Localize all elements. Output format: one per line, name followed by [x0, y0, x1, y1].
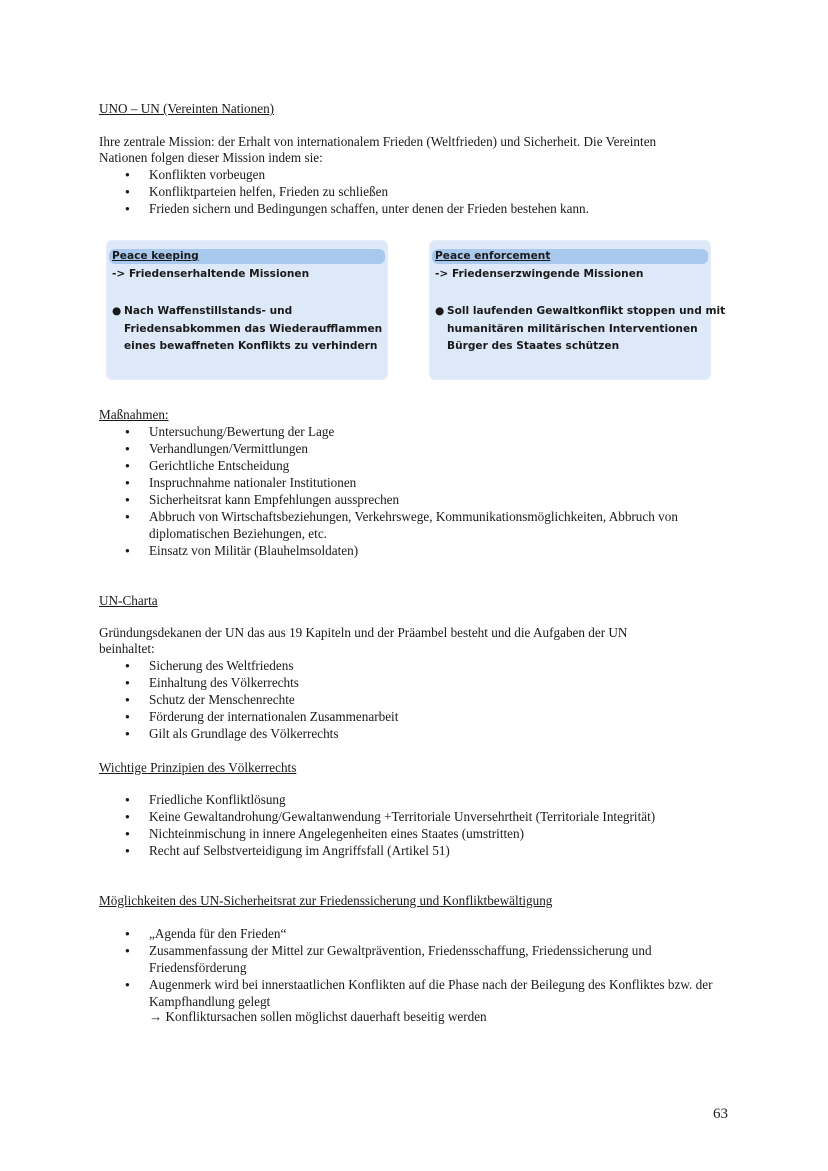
list-item: ● Nichteinmischung in innere Angelegenheiten eines Staates (umstritten) [123, 825, 655, 842]
un-heading: UNO – UN (Vereinten Nationen) [99, 101, 275, 116]
peace-keeping-bullet [112, 303, 382, 356]
list-item: ● Recht auf Selbstverteidigung im Angriffsfall (Artikel 51) [123, 842, 655, 859]
list-item: ● Friedliche Konfliktlösung [123, 791, 655, 808]
sicherheitsrat-heading: Möglichkeiten des UN-Sicherheitsrat zur Friedenssicherung und Konfliktbewältigung [99, 893, 553, 908]
list-item: ● Abbruch von Wirtschaftsbeziehungen, Verkehrswege, Kommunikationsmöglichkeiten, Abbruch von diplomatischen Beziehungen, etc. [123, 508, 723, 542]
list-item: ● Konflikten vorbeugen [123, 166, 589, 183]
peace-enforcement-box [429, 240, 726, 380]
list-item: ● Einsatz von Militär (Blauhelmsoldaten) [123, 542, 723, 559]
arrow-note: → Konfliktursachen sollen möglichst dauerhaft beseitig werden [149, 1009, 487, 1024]
list-item: ● Inspruchnahme nationaler Institutionen [123, 474, 723, 491]
list-item: ● Verhandlungen/Vermittlungen [123, 440, 723, 457]
list-item: ● Einhaltung des Völkerrechts [123, 674, 398, 691]
list-item: ● „Agenda für den Frieden“ [123, 925, 723, 942]
prinzipien-heading: Wichtige Prinzipien des Völkerrechts [99, 760, 297, 775]
list-item: ● Untersuchung/Bewertung der Lage [123, 423, 723, 440]
page-number: 63 [713, 1106, 728, 1122]
list-item: ● Schutz der Menschenrechte [123, 691, 398, 708]
peace-keeping-subtitle: -> Friedenserhaltende Missionen [112, 268, 310, 280]
charta-list [123, 657, 398, 742]
massnahmen-list [123, 423, 723, 559]
list-item: ● Förderung der internationalen Zusammenarbeit [123, 708, 398, 725]
list-item: ● Sicherheitsrat kann Empfehlungen aussprechen [123, 491, 723, 508]
list-item: ● Keine Gewaltandrohung/Gewaltanwendung +Territoriale Unversehrtheit (Territoriale Integrität) [123, 808, 655, 825]
list-item: ● Frieden sichern und Bedingungen schaffen, unter denen der Frieden bestehen kann. [123, 200, 589, 217]
un-mission-list [123, 166, 589, 217]
peace-enforcement-subtitle: -> Friedenserzwingende Missionen [435, 268, 644, 280]
list-item: ● Gilt als Grundlage des Völkerrechts [123, 725, 398, 742]
peace-keeping-box [106, 240, 388, 380]
sicherheitsrat-list [123, 925, 723, 1010]
massnahmen-heading: Maßnahmen: [99, 407, 169, 422]
list-item: ● Konfliktparteien helfen, Frieden zu schließen [123, 183, 589, 200]
bullet-line: eines bewaffneten Konflikts zu verhindern [124, 340, 378, 352]
charta-intro-line1: Gründungsdekanen der UN das aus 19 Kapiteln und der Präambel besteht und die Aufgaben der UN [99, 625, 628, 640]
list-item: ● Gerichtliche Entscheidung [123, 457, 723, 474]
prinzipien-list [123, 791, 655, 859]
bullet-line: humanitären militärischen Interventionen [447, 322, 698, 335]
peace-enforcement-title: Peace enforcement [432, 249, 708, 264]
bullet-line: Friedensabkommen das Wiederaufflammen [124, 322, 383, 335]
peace-keeping-title: Peace keeping [109, 249, 385, 264]
bullet-dot-icon: ● [112, 305, 122, 317]
bullet-line: Soll laufenden Gewaltkonflikt stoppen und mit [447, 305, 726, 317]
list-item: ● Zusammenfassung der Mittel zur Gewaltprävention, Friedensschaffung, Friedenssicherung und Friedensförderung [123, 942, 723, 976]
un-intro-line1: Ihre zentrale Mission: der Erhalt von internationalem Frieden (Weltfrieden) und Sicherheit. Die Vereinten [99, 134, 657, 149]
bullet-line: Nach Waffenstillstands- und [124, 305, 293, 317]
peace-enforcement-bullet [435, 303, 725, 356]
bullet-line: Bürger des Staates schützen [447, 340, 620, 352]
list-item: ● Sicherung des Weltfriedens [123, 657, 398, 674]
charta-intro-line2: beinhaltet: [99, 641, 155, 656]
un-intro-line2: Nationen folgen dieser Mission indem sie: [99, 150, 323, 165]
list-item: ● Augenmerk wird bei innerstaatlichen Konflikten auf die Phase nach der Beilegung des Konfliktes bzw. der Kampfhandlung gelegt [123, 976, 723, 1010]
bullet-dot-icon: ● [435, 305, 445, 317]
charta-heading: UN-Charta [99, 593, 158, 608]
